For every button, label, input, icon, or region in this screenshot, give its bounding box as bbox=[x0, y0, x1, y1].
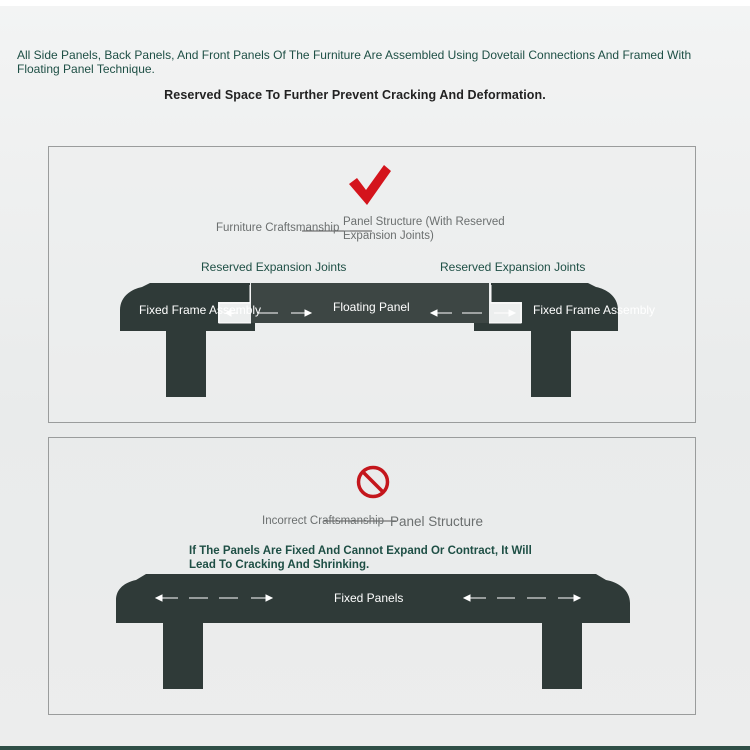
check-mark-icon bbox=[349, 165, 391, 205]
joint-label-left: Reserved Expansion Joints bbox=[201, 260, 347, 274]
incorrect-structure-label: Panel Structure bbox=[390, 514, 484, 529]
fixed-panels-label: Fixed Panels bbox=[334, 591, 404, 605]
fixed-frame-label-right: Fixed Frame Assembly bbox=[533, 303, 656, 317]
floating-panel-label: Floating Panel bbox=[333, 300, 410, 314]
subtitle: Reserved Space To Further Prevent Cracking And Deformation. bbox=[164, 88, 546, 102]
warning-text: If The Panels Are Fixed And Cannot Expand Or Contract, It Will Lead To Cracking And Shrinking. bbox=[189, 545, 532, 571]
incorrect-structure-panel bbox=[48, 437, 696, 715]
intro-text: All Side Panels, Back Panels, And Front Panels Of The Furniture Are Assembled Using Dovetail Connections And Framed With Floating Panel Technique. bbox=[17, 48, 692, 76]
fixed-frame-label-left: Fixed Frame Assembly bbox=[139, 303, 262, 317]
structure-label: Panel Structure (With Reserved Expansion Joints) bbox=[343, 216, 505, 242]
joint-label-right: Reserved Expansion Joints bbox=[440, 260, 586, 274]
craftsmanship-label: Furniture Craftsmanship bbox=[216, 222, 340, 234]
right-leg bbox=[531, 330, 571, 397]
incorrect-craftsmanship-label: Incorrect Craftsmanship bbox=[262, 515, 385, 527]
bottom-border bbox=[0, 746, 750, 750]
left-leg bbox=[166, 330, 206, 397]
